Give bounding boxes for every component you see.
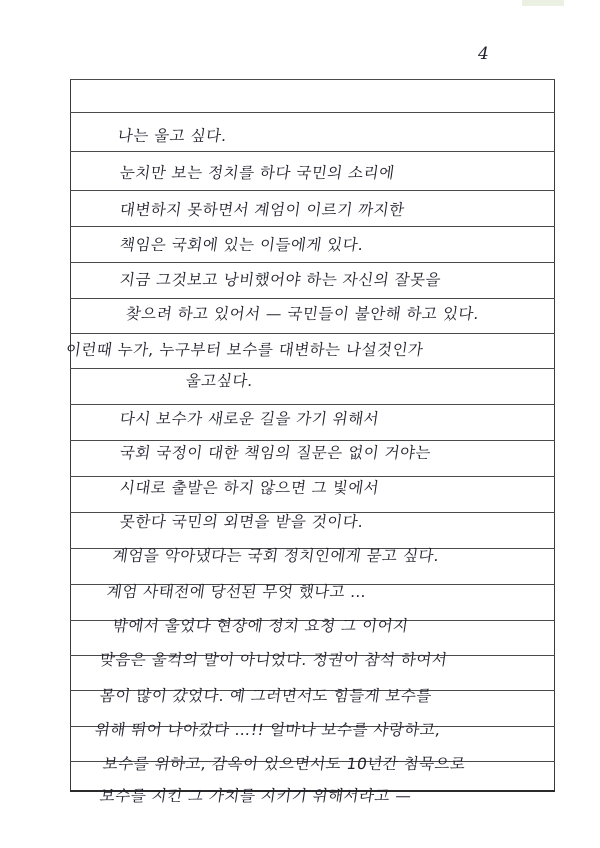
handwritten-line-11: 시대로 출발은 하지 않으면 그 빛에서 xyxy=(118,479,381,497)
handwritten-line-20: 보수를 지킨 그 가치를 지키기 위해서라고 — xyxy=(98,787,413,805)
rule-line xyxy=(70,190,555,191)
handwritten-line-4: 책임은 국회에 있는 이들에게 있다. xyxy=(118,236,365,254)
handwritten-line-5: 지금 그것보고 낭비했어야 하는 자신의 잘못을 xyxy=(118,271,443,289)
rule-line xyxy=(70,368,555,369)
rule-line xyxy=(70,151,555,152)
handwritten-line-17: 몸이 많이 갔었다. 예 그러면서도 힘들게 보수를 xyxy=(98,687,434,705)
handwritten-line-8: 울고싶다. xyxy=(184,372,255,390)
rule-line xyxy=(70,333,555,334)
handwritten-line-18: 위해 뛰어 나아갔다 …!! 얼마나 보수를 사랑하고, xyxy=(93,721,443,739)
rule-line xyxy=(70,112,555,113)
rule-line xyxy=(70,262,555,263)
handwritten-line-1: 나는 울고 싶다. xyxy=(116,127,229,145)
handwritten-line-9: 다시 보수가 새로운 길을 가기 위해서 xyxy=(118,410,381,428)
handwritten-line-3: 대변하지 못하면서 계엄이 이르기 까지한 xyxy=(118,201,406,219)
handwritten-line-7: 이런때 누가, 누구부터 보수를 대변하는 나설것인가 xyxy=(64,341,425,359)
handwritten-line-16: 맞음은 울컥의 말이 아니었다. 정권이 참석 하여서 xyxy=(98,651,449,669)
rule-line xyxy=(70,226,555,227)
handwritten-line-13: 계엄을 악아냈다는 국회 정치인에게 묻고 싶다. xyxy=(111,547,441,565)
handwritten-line-2: 눈치만 보는 정치를 하다 국민의 소리에 xyxy=(118,164,396,182)
handwritten-line-15: 밖에서 울었다 현장에 정치 요청 그 이어지 xyxy=(111,617,410,635)
handwritten-line-14: 계엄 사태전에 당선된 무엇 했나고 … xyxy=(105,583,368,601)
handwritten-line-19: 보수를 위하고, 감옥이 있으면서도 10년간 침묵으로 xyxy=(101,755,467,773)
page-number: 4 xyxy=(478,44,489,64)
rule-line xyxy=(70,298,555,299)
top-edge-mark xyxy=(522,0,564,6)
rule-line xyxy=(70,79,555,80)
handwritten-line-10: 국회 국정이 대한 책임의 질문은 없이 거야는 xyxy=(118,444,433,462)
handwritten-line-6: 찾으려 하고 있어서 — 국민들이 불안해 하고 있다. xyxy=(124,305,481,323)
handwritten-line-12: 못한다 국민의 외면을 받을 것이다. xyxy=(118,513,365,531)
rule-line xyxy=(70,404,555,405)
